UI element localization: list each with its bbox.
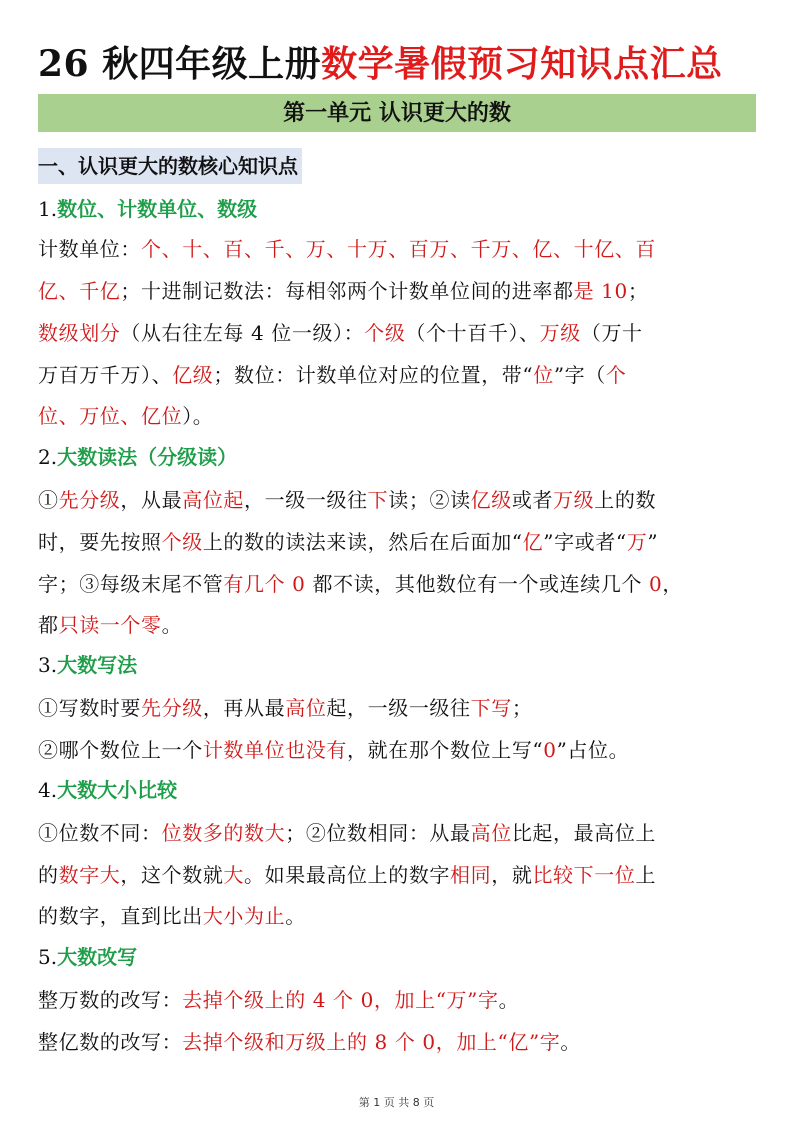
- paragraph-line: [38, 355, 758, 395]
- body-text: ，再从最: [202, 696, 286, 720]
- highlight-text: 先分级: [58, 488, 121, 512]
- body-text: 读；②读: [388, 488, 471, 512]
- body-text: ，这个数就: [120, 863, 224, 887]
- body-text: 上: [635, 863, 657, 887]
- highlight-text: 0: [543, 738, 557, 762]
- body-text: ”占位。: [556, 738, 630, 762]
- highlight-text: 亿: [522, 530, 544, 554]
- page-title: [38, 40, 758, 88]
- highlight-text: 相同: [450, 863, 492, 887]
- highlight-text: 万级: [539, 321, 581, 345]
- highlight-text: 数字大: [58, 863, 121, 887]
- topic-5-heading: [38, 940, 137, 974]
- paragraph-line: [38, 1022, 758, 1062]
- body-text: 整亿数的改写：: [38, 1030, 183, 1054]
- body-text: 时，要先按照: [38, 530, 162, 554]
- body-text: ”字或者“: [543, 530, 627, 554]
- body-text: ①位数不同：: [38, 821, 162, 845]
- body-text: ；数位：计数单位对应的位置，带“: [213, 363, 534, 387]
- body-text: 或者: [511, 488, 554, 512]
- section-heading: 一、认识更大的数核心知识点: [38, 148, 302, 184]
- body-text: ；: [627, 279, 649, 303]
- paragraph-line: [38, 980, 758, 1020]
- highlight-text: 高位: [470, 821, 512, 845]
- paragraph-line: [38, 605, 758, 645]
- paragraph-line: [38, 271, 758, 311]
- highlight-text: 数级划分: [38, 321, 121, 345]
- topic-5-title: 大数改写: [57, 945, 138, 969]
- body-text: ）。: [182, 404, 214, 428]
- topic-1-title: 数位、计数单位、数级: [57, 197, 258, 221]
- topic-4-number: 4.: [38, 778, 58, 802]
- body-text: （从右往左每 4 位一级）：: [120, 321, 365, 345]
- highlight-text: 0: [649, 572, 663, 596]
- topic-1-heading: [38, 192, 257, 226]
- body-text: 。: [560, 1030, 581, 1054]
- topic-3-number: 3.: [38, 653, 58, 677]
- body-text: ；②位数相同：从最: [285, 821, 471, 845]
- highlight-text: 比较下一位: [532, 863, 636, 887]
- highlight-text: 计数单位也没有: [202, 738, 348, 762]
- body-text: 字；③每级末尾不管: [38, 572, 224, 596]
- body-text: 。: [161, 613, 183, 637]
- paragraph-line: [38, 313, 758, 353]
- body-text: ，一级一级往: [244, 488, 368, 512]
- highlight-text: 亿级: [470, 488, 512, 512]
- unit-heading-bar: 第一单元 认识更大的数: [38, 94, 756, 132]
- body-text: ”: [647, 530, 659, 554]
- body-text: 都不读，其他数位有一个或连续几个: [305, 572, 650, 596]
- body-text: ，就在那个数位上写“: [347, 738, 544, 762]
- page-footer: 第 1 页 共 8 页: [358, 1096, 435, 1109]
- highlight-text: 个级: [364, 321, 406, 345]
- body-text: 比起，最高位上: [511, 821, 657, 845]
- body-text: 整万数的改写：: [38, 988, 183, 1012]
- highlight-text: 大小为止: [202, 904, 286, 928]
- body-text: 。: [498, 988, 520, 1012]
- body-text: ②哪个数位上一个: [38, 738, 203, 762]
- highlight-text: 亿级: [172, 363, 214, 387]
- topic-2-title: 大数读法（分级读）: [57, 445, 238, 469]
- paragraph-line: [38, 855, 758, 895]
- topic-4-title: 大数大小比较: [57, 778, 178, 802]
- body-text: ①写数时要: [38, 696, 141, 720]
- highlight-text: 大: [223, 863, 245, 887]
- topic-2-heading: [38, 440, 237, 474]
- body-text: ；: [511, 696, 533, 720]
- paragraph-line: [38, 396, 758, 436]
- body-text: ”字（: [553, 363, 606, 387]
- body-text: 的数字，直到比出: [38, 904, 203, 928]
- page-title-black: 26 秋四年级上册: [38, 43, 322, 85]
- paragraph-line: [38, 813, 758, 853]
- topic-2-number: 2.: [38, 445, 58, 469]
- body-text: 。: [285, 904, 306, 928]
- body-text: ，从最: [120, 488, 183, 512]
- body-text: 上的数: [594, 488, 657, 512]
- paragraph-line: [38, 480, 758, 520]
- paragraph-line: [38, 522, 758, 562]
- highlight-text: 只读一个零: [58, 613, 162, 637]
- highlight-text: 位: [533, 363, 554, 387]
- highlight-text: 万: [626, 530, 648, 554]
- body-text: ；十进制记数法：每相邻两个计数单位间的进率都: [120, 279, 574, 303]
- body-text: 。如果最高位上的数字: [244, 863, 451, 887]
- highlight-text: 个、十、百、千、万、十万、百万、千万、亿、十亿、百: [141, 237, 656, 261]
- highlight-text: 个: [605, 363, 627, 387]
- paragraph-line: [38, 688, 758, 728]
- body-text: 上的数的读法来读，然后在后面加“: [202, 530, 523, 554]
- page-title-red: 数学暑假预习知识点汇总: [321, 43, 723, 85]
- paragraph-line: [38, 564, 758, 604]
- highlight-text: 下写: [470, 696, 512, 720]
- highlight-text: 高位: [285, 696, 327, 720]
- highlight-text: 位数多的数大: [161, 821, 286, 845]
- topic-3-heading: [38, 648, 137, 682]
- body-text: ，就: [491, 863, 533, 887]
- topic-1-number: 1.: [38, 197, 58, 221]
- body-text: ，: [662, 572, 683, 596]
- topic-4-heading: [38, 773, 177, 807]
- body-text: 都: [38, 613, 59, 637]
- paragraph-line: [38, 229, 758, 269]
- paragraph-line: [38, 896, 758, 936]
- body-text: （个十百千）、: [405, 321, 540, 345]
- highlight-text: 有几个 0: [223, 572, 306, 596]
- highlight-text: 是 10: [573, 279, 628, 303]
- body-text: 计数单位：: [38, 237, 141, 261]
- highlight-text: 位、万位、亿位: [38, 404, 183, 428]
- body-text: 起，一级一级往: [326, 696, 471, 720]
- highlight-text: 个级: [161, 530, 203, 554]
- highlight-text: 先分级: [141, 696, 203, 720]
- highlight-text: 下: [367, 488, 389, 512]
- highlight-text: 万级: [553, 488, 595, 512]
- highlight-text: 亿、千亿: [38, 279, 121, 303]
- body-text: 万百万千万）、: [38, 363, 173, 387]
- highlight-text: 去掉个级上的 4 个 0，加上“万”字: [182, 988, 499, 1012]
- body-text: （万十: [580, 321, 643, 345]
- body-text: 的: [38, 863, 59, 887]
- topic-5-number: 5.: [38, 945, 58, 969]
- body-text: ①: [38, 488, 59, 512]
- paragraph-line: [38, 730, 758, 770]
- highlight-text: 高位起: [182, 488, 245, 512]
- topic-3-title: 大数写法: [57, 653, 138, 677]
- highlight-text: 去掉个级和万级上的 8 个 0，加上“亿”字: [182, 1030, 561, 1054]
